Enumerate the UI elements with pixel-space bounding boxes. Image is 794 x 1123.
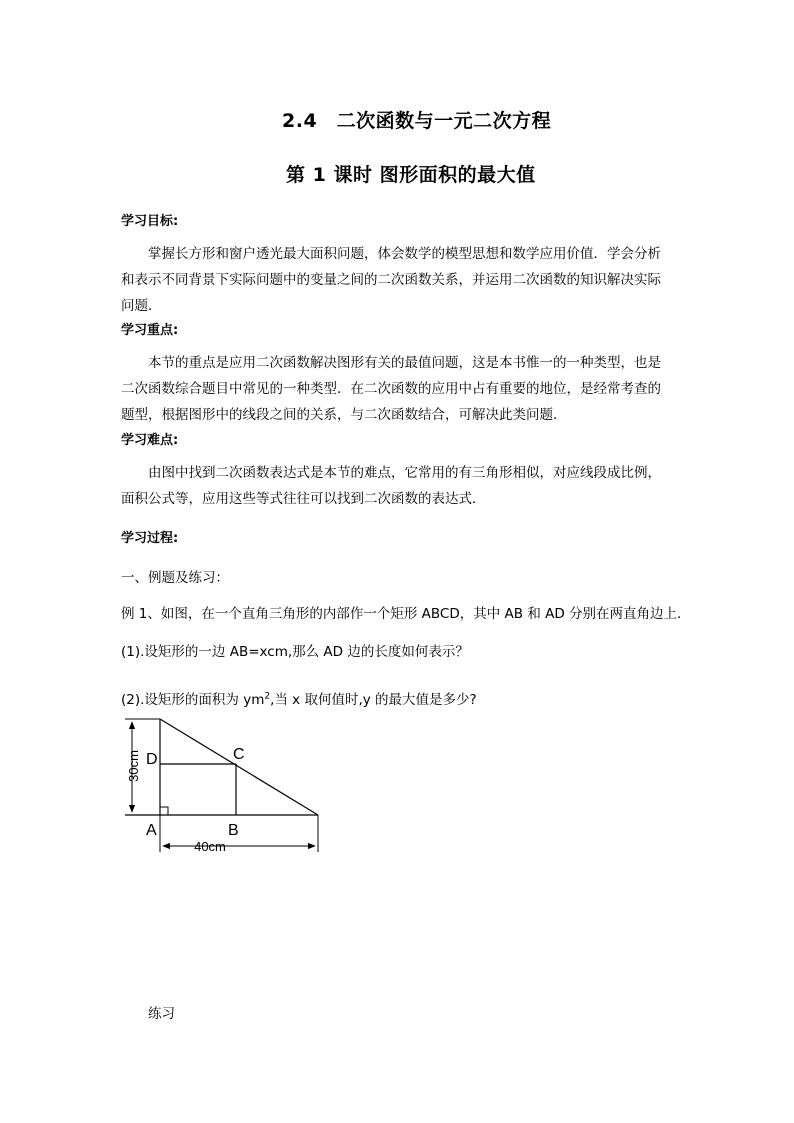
goals-line-2: 和表示不同背景下实际问题中的变量之间的二次函数关系，并运用二次函数的知识解决实际	[121, 272, 661, 288]
label-a: A	[146, 822, 157, 839]
width-label: 40cm	[194, 839, 226, 854]
question-2-superscript: 2	[264, 691, 271, 702]
goals-line-1: 掌握长方形和窗户透光最大面积问题，体会数学的模型思想和数学应用价值．学会分析	[148, 246, 661, 262]
difficulties-label: 学习难点:	[121, 433, 179, 448]
height-label: 30cm	[126, 750, 141, 782]
hypotenuse	[160, 719, 318, 815]
key-points-line-2: 二次函数综合题目中常见的一种类型．在二次函数的应用中占有重要的地位，是经常考查的	[121, 381, 661, 397]
question-2-prefix: (2).设矩形的面积为 ym	[121, 692, 265, 708]
practice-heading: 练习	[148, 1006, 175, 1022]
question-1: (1).设矩形的一边 AB=xcm,那么 AD 边的长度如何表示？	[121, 644, 469, 660]
right-angle-mark	[160, 807, 168, 815]
label-b: B	[228, 822, 239, 839]
process-label: 学习过程:	[121, 531, 179, 546]
label-c: C	[233, 746, 245, 763]
goals-line-3: 问题．	[121, 298, 162, 314]
lesson-title: 2.4 二次函数与一元二次方程	[282, 110, 552, 132]
key-points-line-1: 本节的重点是应用二次函数解决图形有关的最值问题，这是本书惟一的一种类型，也是	[148, 355, 661, 371]
label-d: D	[146, 751, 158, 768]
lesson-subtitle: 第 1 课时 图形面积的最大值	[286, 164, 536, 186]
key-points-line-3: 题型，根据图形中的线段之间的关系，与二次函数结合，可解决此类问题．	[121, 407, 567, 423]
example-1-text: 例 1、如图，在一个直角三角形的内部作一个矩形 ABCD，其中 AB 和 AD 分别在两直角边上．	[121, 606, 691, 622]
difficulties-line-2: 面积公式等，应用这些等式往往可以找到二次函数的表达式．	[121, 491, 486, 507]
section-heading: 一、例题及练习：	[121, 570, 229, 586]
difficulties-line-1: 由图中找到二次函数表达式是本节的难点，它常用的有三角形相似，对应线段成比例，	[148, 465, 661, 481]
goals-label: 学习目标:	[121, 214, 179, 229]
question-2-suffix: ,当 x 取何值时,y 的最大值是多少?	[270, 692, 477, 708]
key-points-label: 学习重点:	[121, 323, 179, 338]
